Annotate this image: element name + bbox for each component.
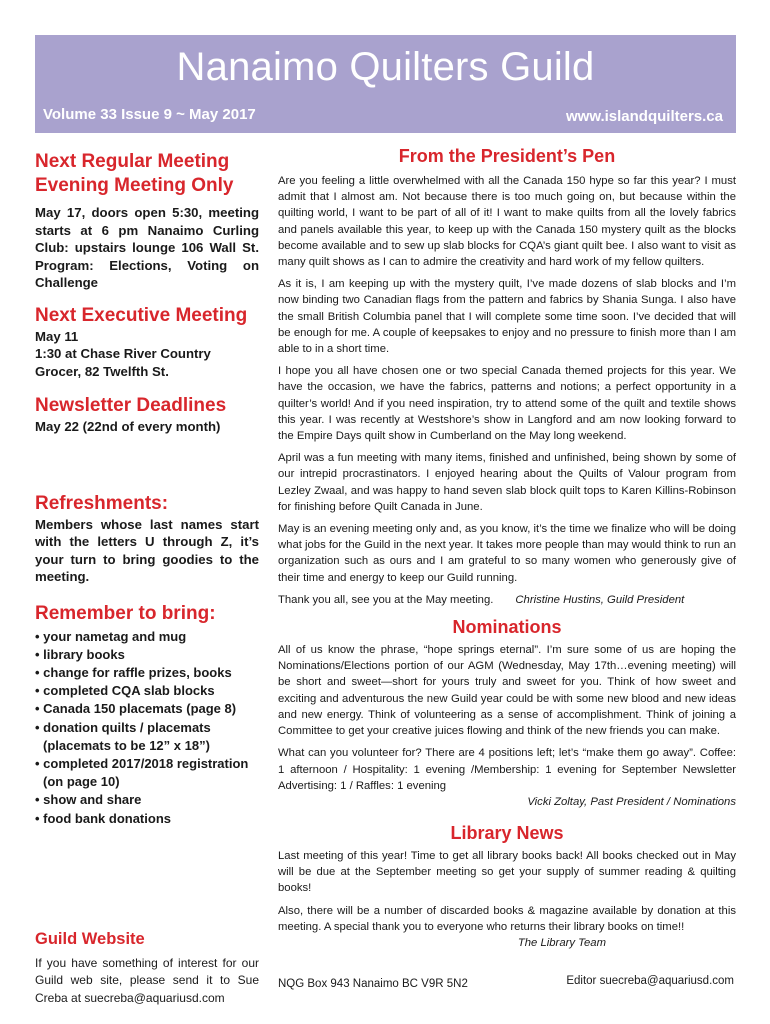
nominations-paragraph: What can you volunteer for? There are 4 positions left; let’s “make them go away”. Coffee: 1 afternoon / Hospitality: 1 evening /Membership: 1 evening for September Newsletter Advertising: 1 / Raffles: 1 evening (278, 747, 736, 792)
guild-website-text: If you have something of interest for our Guild web site, please send it to Sue Creba at suecreba@aquariusd.com (35, 955, 259, 1005)
president-paragraph: April was a fun meeting with many items, finished and unfinished, being shown by some of our intrepid procrastinators. I enjoyed hearing about the Quilts of Valour program from Lezley Zwaal, and was happy to hand seven slab block quilt tops to Karen Killins-Robinson for finishing before Quilt Canada in June. (278, 452, 736, 513)
meeting-subheading: Evening Meeting Only (35, 175, 234, 196)
list-item: • library books (35, 646, 125, 662)
deadlines-text: May 22 (22nd of every month) (35, 419, 221, 434)
library-text: Also, there will be a number of discarded books & magazine available by donation at this meeting. A special thank you to everyone who returns their library books on time!! (278, 904, 736, 933)
president-paragraph: I hope you all have chosen one or two special Canada themed projects for this year. We have the occasion, we have the fabrics, patterns and notions; a perfect opportunity in a quilter’s world! And if you need inspiration, try to attend some of the quilt and textile shows this year. I was recently at Westshore’s show in Langford and am now looking forward to the Empire Days quilt show in Cumberland on the May long weekend. (278, 365, 736, 443)
meeting-details: May 17, doors open 5:30, meeting starts at 6 pm Nanaimo Curling Club: upstairs lounge 106 Wall St. Program: Elections, Voting on Challenge (35, 205, 259, 290)
president-signature: Christine Hustins, Guild President (515, 593, 685, 606)
president-closing (278, 592, 736, 608)
list-item: • change for raffle prizes, books (35, 664, 232, 680)
library-paragraph (278, 903, 736, 949)
meeting-heading: Next Regular Meeting (35, 151, 230, 172)
executive-heading: Next Executive Meeting (35, 304, 248, 326)
list-item: • donation quilts / placemats (35, 719, 211, 735)
website-link[interactable]: www.islandquilters.ca (566, 108, 723, 125)
issue-label: Volume 33 Issue 9 ~ May 2017 (43, 106, 256, 123)
library-signature: The Library Team (517, 936, 606, 949)
guild-website-heading: Guild Website (35, 929, 145, 948)
footer-address: NQG Box 943 Nanaimo BC V9R 5N2 (278, 978, 468, 990)
footer-editor: Editor suecreba@aquariusd.com (566, 975, 734, 987)
list-item: • your nametag and mug (35, 628, 187, 644)
nominations-signature: Vicki Zoltay, Past President / Nominations (527, 795, 736, 808)
deadlines-heading: Newsletter Deadlines (35, 395, 227, 416)
list-item: • food bank donations (35, 810, 171, 826)
library-paragraph: Last meeting of this year! Time to get all library books back! All books checked out in May will be due at the September meeting so get your supply of summer reading & quilting books! (278, 849, 736, 895)
list-item: (placemats to be 12” x 18”) (43, 737, 210, 753)
nominations-heading: Nominations (452, 617, 562, 638)
left-column (35, 150, 259, 1007)
refreshments-text: Members whose last names start with the letters U through Z, it’s your turn to bring goodies to the meeting. (35, 516, 259, 584)
closing-text: Thank you all, see you at the May meeting. (278, 593, 494, 606)
bring-list (35, 628, 259, 828)
refreshments-heading: Refreshments: (35, 492, 169, 514)
library-heading: Library News (450, 822, 564, 843)
president-paragraph: As it is, I am keeping up with the mystery quilt, I’ve made dozens of slab blocks and I’m now binding two Canadian flags from the pattern and fabrics by Shania Sunga. I also have the small British Columbia panel that I will complete some time soon. I’ve decided that will be enough for me. A couple of keepsakes to enjoy and no pressure to finish more than I am able to in a short time. (278, 278, 736, 356)
masthead-banner (35, 35, 736, 133)
list-item: • completed CQA slab blocks (35, 683, 215, 699)
bring-heading: Remember to bring: (35, 602, 216, 624)
list-item: (on page 10) (43, 774, 120, 790)
president-paragraph: May is an evening meeting only and, as you know, it’s the time we finalize who will be doing what jobs for the Guild in the next year. It takes more people than may would think to run an organization such as ours and I am grateful to so many women who generously give of their time and energy to keep our Guild running. (278, 523, 736, 584)
list-item: • show and share (35, 792, 142, 808)
president-heading: From the President’s Pen (398, 146, 616, 166)
list-item: • completed 2017/2018 registration (35, 755, 249, 771)
president-paragraph: Are you feeling a little overwhelmed with all the Canada 150 hype so far this year? I must admit that I almost am. Not because there is too much going on, but because within the quilting world, I want to be part of all of it! I want to make quilts from all the lovely fabrics and panels available this year, to keep up with the Canada 150 mystery quilt as the blocks become available and to sew up slab blocks for CQA’s giant quilt bee. I also want to visit as many quilt shows as I can to admire the creativity and hard work of my fellow quilters. (278, 175, 736, 269)
nominations-paragraph: All of us know the phrase, “hope springs eternal”. I’m sure some of us are hoping the Nominations/Elections portion of our AGM (Wednesday, May 17th…evening meeting) will be short and sweet—short for yours truly and sweet for you. Think of how sweet and exciting and adventurous the new Guild year could be with some new blood and new ideas and new energy. Think of volunteering as a sense of accomplishment. Think of joining a Committee to get your creative juices flowing and think of the new friends you can make. (278, 644, 736, 738)
executive-date: May 11 (35, 328, 79, 344)
executive-location: 1:30 at Chase River Country Grocer, 82 Twelfth St. (35, 346, 211, 379)
newsletter-title: Nanaimo Quilters Guild (176, 45, 595, 89)
right-column (278, 143, 736, 951)
list-item: • Canada 150 placemats (page 8) (35, 701, 237, 717)
